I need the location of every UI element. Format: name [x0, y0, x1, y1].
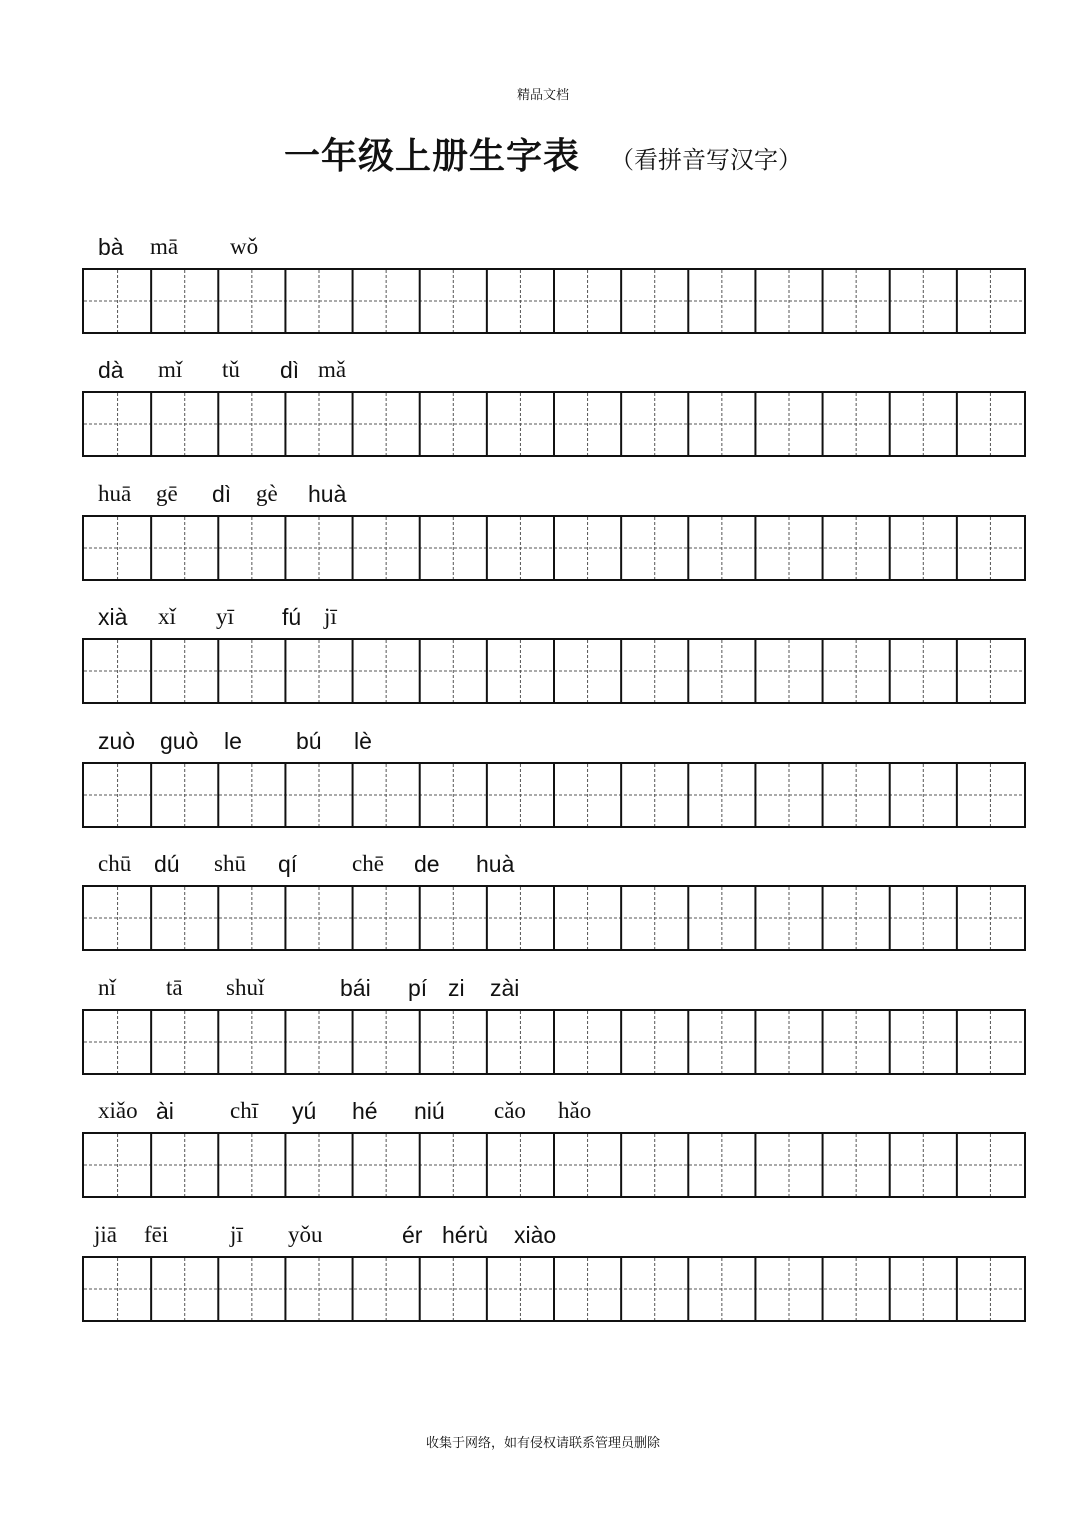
- pinyin-word: chē: [352, 851, 384, 876]
- pinyin-line: [82, 969, 1026, 1009]
- pinyin-word: mǎ: [318, 357, 347, 382]
- pinyin-word: jiā: [94, 1222, 117, 1247]
- footer-note: 收集于网络，如有侵权请联系管理员删除: [425, 1436, 660, 1451]
- writing-grid: [82, 1009, 1026, 1075]
- pinyin-word: mā: [150, 234, 179, 259]
- writing-grid-lines: [84, 640, 1024, 702]
- pinyin-word: qí: [278, 851, 298, 877]
- pinyin-word: ài: [156, 1098, 174, 1124]
- worksheet-row: [82, 1092, 1026, 1198]
- pinyin-word: jī: [324, 604, 337, 629]
- pinyin-word: lè: [354, 728, 372, 754]
- pinyin-word: huā: [98, 481, 132, 506]
- pinyin-word: zi: [448, 975, 465, 1001]
- worksheet-row: [82, 228, 1026, 334]
- pinyin-word: dì: [212, 481, 232, 507]
- writing-grid: [82, 885, 1026, 951]
- pinyin-word: zài: [490, 975, 520, 1001]
- pinyin-word: tā: [166, 975, 183, 1000]
- pinyin-word: huà: [308, 481, 347, 507]
- pinyin-line: [82, 1216, 1026, 1256]
- worksheet-row: [82, 969, 1026, 1075]
- worksheet-row: [82, 351, 1026, 457]
- pinyin-word: tǔ: [222, 357, 240, 382]
- writing-grid: [82, 638, 1026, 704]
- worksheet-row: [82, 598, 1026, 704]
- writing-grid-lines: [84, 393, 1024, 455]
- pinyin-word: gē: [156, 481, 178, 506]
- pinyin-word: yī: [216, 604, 234, 629]
- page-title-block: [0, 128, 1086, 179]
- pinyin-word: chī: [230, 1098, 259, 1123]
- writing-grid-lines: [84, 1011, 1024, 1073]
- pinyin-word: bái: [340, 975, 371, 1001]
- worksheet-row: [82, 475, 1026, 581]
- pinyin-word: pí: [408, 975, 428, 1001]
- writing-grid: [82, 515, 1026, 581]
- pinyin-word: dú: [154, 851, 180, 877]
- pinyin-word: le: [224, 728, 242, 754]
- header-note: 精品文档: [516, 88, 569, 103]
- pinyin-word: guò: [160, 728, 199, 754]
- pinyin-word: xià: [98, 604, 128, 630]
- pinyin-line: [82, 1092, 1026, 1132]
- writing-grid: [82, 268, 1026, 334]
- pinyin-word: yǒu: [288, 1222, 323, 1247]
- pinyin-word: yú: [292, 1098, 317, 1124]
- pinyin-word: dà: [98, 357, 124, 383]
- writing-grid: [82, 1132, 1026, 1198]
- pinyin-word: hérù: [442, 1222, 489, 1248]
- writing-grid-lines: [84, 1258, 1024, 1320]
- pinyin-line: [82, 475, 1026, 515]
- pinyin-word: fēi: [144, 1222, 169, 1247]
- pinyin-word: xiào: [514, 1222, 557, 1248]
- writing-grid-lines: [84, 517, 1024, 579]
- pinyin-word: gè: [256, 481, 278, 506]
- pinyin-line: [82, 351, 1026, 391]
- pinyin-line: [82, 228, 1026, 268]
- pinyin-word: chū: [98, 851, 132, 876]
- pinyin-word: bú: [296, 728, 322, 754]
- pinyin-word: zuò: [98, 728, 136, 754]
- pinyin-word: niú: [414, 1098, 445, 1124]
- pinyin-word: cǎo: [494, 1098, 526, 1123]
- pinyin-word: de: [414, 851, 440, 877]
- writing-grid-lines: [84, 764, 1024, 826]
- pinyin-word: mǐ: [158, 357, 183, 382]
- pinyin-line: [82, 722, 1026, 762]
- pinyin-word: fú: [282, 604, 302, 630]
- writing-grid-lines: [84, 1134, 1024, 1196]
- worksheet-row: [82, 845, 1026, 951]
- pinyin-word: nǐ: [98, 975, 116, 1000]
- worksheet-row: [82, 722, 1026, 828]
- pinyin-word: hǎo: [558, 1098, 592, 1123]
- pinyin-word: shuǐ: [226, 975, 265, 1000]
- pinyin-word: wǒ: [230, 234, 259, 259]
- writing-grid: [82, 391, 1026, 457]
- pinyin-word: huà: [476, 851, 515, 877]
- pinyin-word: shū: [214, 851, 246, 876]
- pinyin-word: dì: [280, 357, 300, 383]
- pinyin-word: jī: [230, 1222, 243, 1247]
- pinyin-word: bà: [98, 234, 124, 260]
- page-subtitle: （看拼音写汉字）: [610, 146, 802, 174]
- worksheet-row: [82, 1216, 1026, 1322]
- pinyin-word: xiǎo: [98, 1098, 138, 1123]
- writing-grid-lines: [84, 270, 1024, 332]
- pinyin-word: hé: [352, 1098, 378, 1124]
- writing-grid: [82, 762, 1026, 828]
- page-title: 一年级上册生字表: [283, 136, 580, 177]
- pinyin-line: [82, 845, 1026, 885]
- writing-grid-lines: [84, 887, 1024, 949]
- pinyin-line: [82, 598, 1026, 638]
- writing-grid: [82, 1256, 1026, 1322]
- pinyin-word: ér: [402, 1222, 423, 1248]
- pinyin-word: xǐ: [158, 604, 176, 629]
